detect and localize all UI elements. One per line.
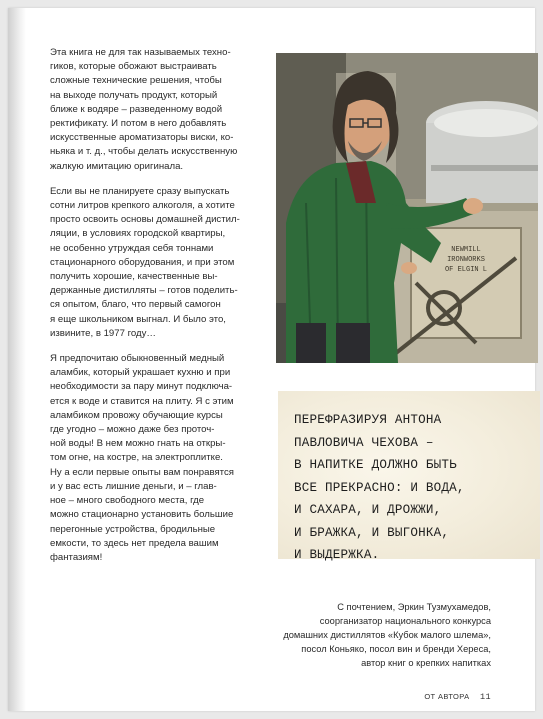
footer-section-label: ОТ АВТОРА: [424, 692, 470, 701]
body-text-column: [50, 46, 264, 576]
page-footer: [424, 692, 491, 702]
quote-card: [278, 391, 540, 562]
author-photo-illustration: [276, 53, 538, 363]
plate-text-line-1: NEWMILL: [451, 246, 481, 254]
body-paragraph-1: Эта книга не для так называемых техно- гиков, которые обожают выстраивать сложные технические решения, чтобы на выходе получать продукт, который ближе к водяре – разведенному водой ректификату. И потом в него добавлять искусственные ароматизаторы виски, ко- ньяка и т. д., чтобы делать искусственную жалкую имитацию оригинала.: [50, 47, 238, 172]
book-page: [8, 8, 535, 711]
page-number: 11: [479, 692, 491, 702]
quote-text: ПЕРЕФРАЗИРУЯ АНТОНА ПАВЛОВИЧА ЧЕХОВА – В НАПИТКЕ ДОЛЖНО БЫТЬ ВСЕ ПРЕКРАСНО: И ВОДА, И САХАРА, И ДРОЖЖИ, И БРАЖКА, И ВЫГОНКА, И ВЫДЕРЖКА.: [294, 413, 465, 562]
plate-text-line-2: IRONWORKS: [447, 256, 485, 264]
body-paragraph-2: Если вы не планируете сразу выпускать сотни литров крепкого алкоголя, а хотите просто освоить основы домашней дистил- ляции, в условиях городской квартиры, не особенно утруждая себя тоннами стационарного оборудования, и при этом получить хорошие, качественные вы- держанные дистилляты – готов поделить- ся опытом, благо, что первый самогон я еще школьником выгнал. И было это, извините, в 1977 году…: [50, 185, 240, 339]
author-photo: [276, 53, 538, 363]
page-gutter-shadow: [8, 8, 26, 711]
body-paragraph-3: Я предпочитаю обыкновенный медный аламбик, который украшает кухню и при необходимости за пару минут подключа- ется к воде и ставится на плиту. Я с этим аламбиком провожу обучающие курсы где угодно – можно даже без проточ- ной воды! В нем можно гнать на откры- том огне, на костре, на электроплитке. Ну а если первые опыты вам понравятся и у вас есть лишние деньги, и – глав- ное – много свободного места, где можно стационарно установить большие перегонные устройства, бродильные емкости, то здесь нет предела вашим фантазиям!: [50, 353, 234, 563]
plate-text-line-3: OF ELGIN L: [444, 266, 488, 274]
author-signature: С почтением, Эркин Тузмухамедов, соорганизатор национального конкурса домашних дистиллятов «Кубок малого шлема», посол Коньяко, посол вин и бренди Хереса, автор книг о крепких напитках: [283, 602, 491, 668]
